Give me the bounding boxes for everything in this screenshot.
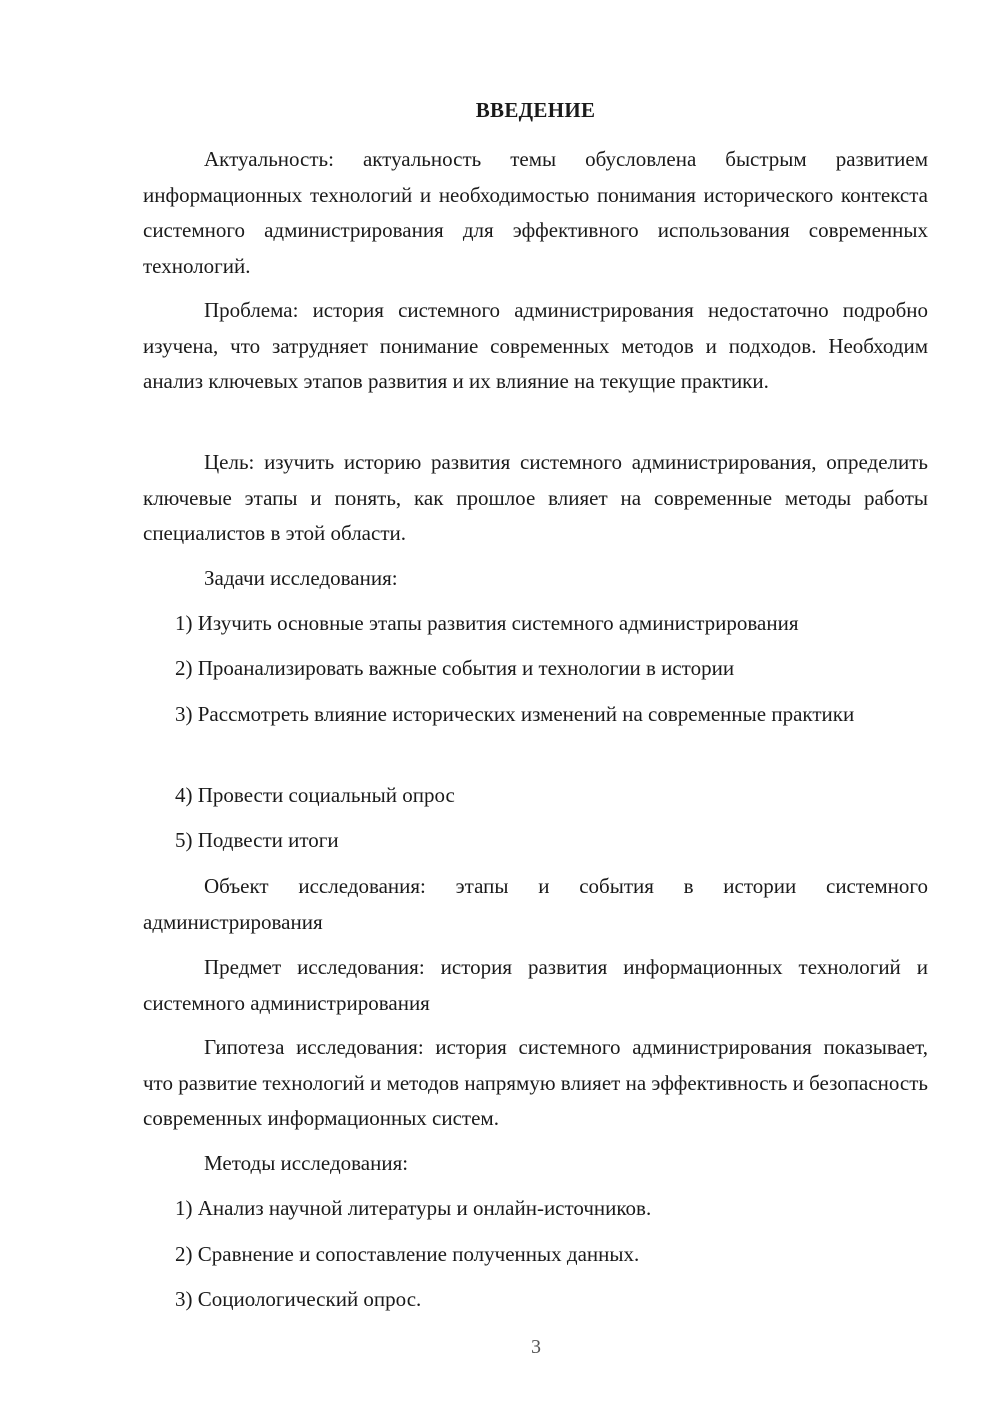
paragraph-relevance: Актуальность: актуальность темы обусловлена быстрым развитием информационных технологий и необходимостью понимания исторического контекста системного администрирования для эффективного использования современных технологий. xyxy=(143,147,928,278)
task-item-4: 4) Провести социальный опрос xyxy=(175,783,455,807)
paragraph-problem: Проблема: история системного администрирования недостаточно подробно изучена, что затрудняет понимание современных методов и подходов. Необходим анализ ключевых этапов развития и их влияние на текущие практики. xyxy=(143,298,928,393)
task-item-1: 1) Изучить основные этапы развития системного администрирования xyxy=(175,611,799,635)
task-item-2: 2) Проанализировать важные события и технологии в истории xyxy=(175,656,735,680)
paragraph-methods-title: Методы исследования: xyxy=(204,1151,409,1175)
paragraph-goal: Цель: изучить историю развития системного администрирования, определить ключевые этапы и понять, как прошлое влияет на современные методы работы специалистов в этой области. xyxy=(143,450,928,545)
method-item-1: 1) Анализ научной литературы и онлайн-источников. xyxy=(175,1196,652,1220)
method-item-3: 3) Социологический опрос. xyxy=(175,1287,422,1311)
page-heading: ВВЕДЕНИЕ xyxy=(475,98,596,122)
paragraph-tasks-title: Задачи исследования: xyxy=(204,566,398,590)
paragraph-object: Объект исследования: этапы и события в истории системного администрирования xyxy=(143,874,928,934)
paragraph-subject: Предмет исследования: история развития информационных технологий и системного администрирования xyxy=(143,955,928,1015)
method-item-2: 2) Сравнение и сопоставление полученных данных. xyxy=(175,1242,640,1266)
page-number: 3 xyxy=(531,1336,541,1358)
task-item-3: 3) Рассмотреть влияние исторических изменений на современные практики xyxy=(175,702,855,726)
task-item-5: 5) Подвести итоги xyxy=(175,828,339,852)
paragraph-hypothesis: Гипотеза исследования: история системного администрирования показывает, что развитие технологий и методов напрямую влияет на эффективность и безопасность современных информационных систем. xyxy=(143,1035,928,1130)
